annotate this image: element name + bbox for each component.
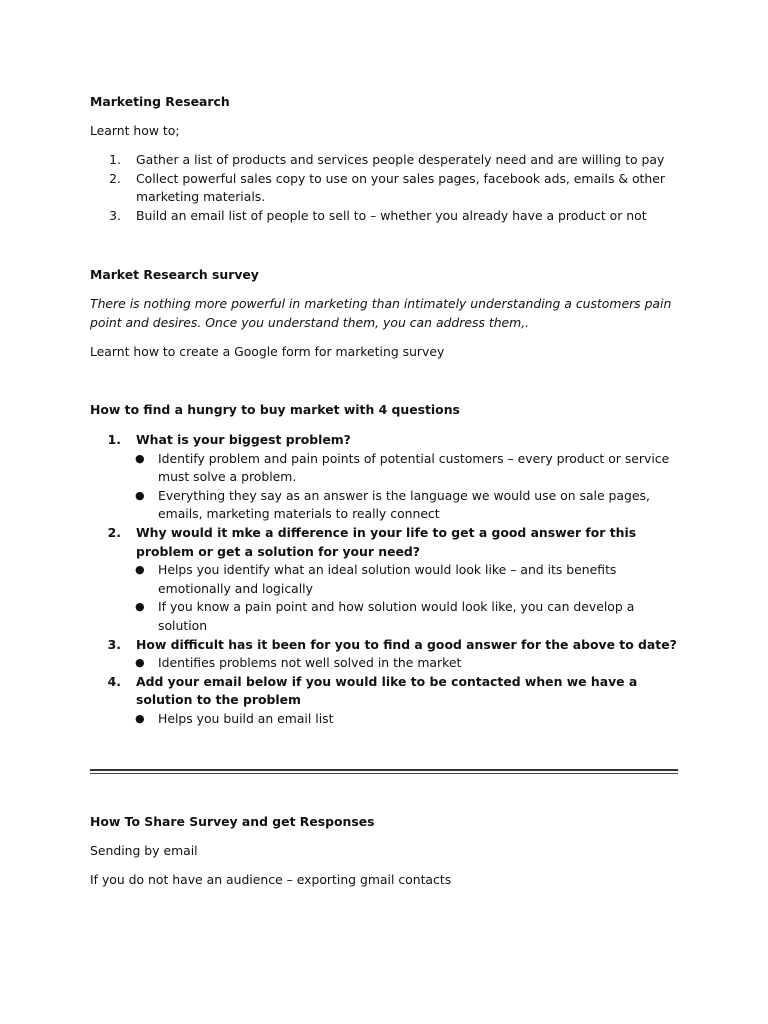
section-divider-thick [90, 769, 678, 771]
question-number: 1. [107, 432, 121, 447]
bullet-icon: ● [135, 600, 145, 614]
bullet-text: Identifies problems not well solved in the market [158, 655, 462, 671]
bullet-item [135, 450, 678, 487]
question-text: Add your email below if you would like to be contacted when we have a solution to the problem [136, 673, 638, 708]
list-number: 2. [109, 170, 121, 186]
bullet-item [135, 710, 678, 729]
bullet-item [135, 487, 678, 524]
note-google-form: Learnt how to create a Google form for marketing survey [90, 344, 445, 359]
list-item [109, 207, 678, 226]
list-item-text: Build an email list of people to sell to – whether you already have a product or not [136, 207, 647, 223]
heading-hungry-market: How to find a hungry to buy market with 4 questions [90, 402, 460, 417]
question-text: How difficult has it been for you to find a good answer for the above to date? [136, 636, 677, 652]
question-number: 2. [107, 524, 121, 540]
list-item-text: Collect powerful sales copy to use on your sales pages, facebook ads, emails & other marketing materials. [136, 170, 665, 205]
bullet-text: Identify problem and pain points of potential customers – every product or service must solve a problem. [158, 450, 670, 485]
list-item [109, 170, 678, 207]
bullet-item [135, 654, 678, 673]
question-text: Why would it mke a difference in your life to get a good answer for this problem or get a solution for your need? [136, 524, 637, 559]
marketing-research-list [109, 151, 678, 225]
bullet-list [135, 561, 678, 635]
question-item [107, 636, 678, 673]
bullet-list [135, 710, 678, 729]
intro-learnt-how-to: Learnt how to; [90, 123, 180, 138]
bullet-icon: ● [135, 451, 145, 465]
bullet-icon: ● [135, 656, 145, 670]
question-item [107, 431, 678, 524]
bullet-icon: ● [135, 488, 145, 502]
bullet-text: Helps you build an email list [158, 710, 334, 726]
heading-market-research-survey: Market Research survey [90, 267, 259, 282]
questions-list [107, 431, 678, 729]
section-divider-thin [90, 773, 678, 774]
line-sending-by-email: Sending by email [90, 843, 198, 858]
heading-share-survey: How To Share Survey and get Responses [90, 814, 375, 829]
quote-paragraph: There is nothing more powerful in marketing than intimately understanding a customers pain point and desires. Once you understand them, you can address them,. [90, 296, 672, 330]
bullet-icon: ● [135, 563, 145, 577]
question-text: What is your biggest problem? [136, 432, 351, 447]
bullet-list [135, 654, 678, 673]
line-exporting-contacts: If you do not have an audience – exporting gmail contacts [90, 872, 452, 887]
question-item [107, 673, 678, 729]
bullet-text: If you know a pain point and how solution would look like, you can develop a solution [158, 599, 635, 633]
question-number: 3. [107, 636, 121, 652]
bullet-text: Everything they say as an answer is the language we would use on sale pages, emails, marketing materials to really connect [158, 487, 650, 522]
list-number: 1. [109, 152, 121, 167]
bullet-text: Helps you identify what an ideal solution would look like – and its benefits emotionally and logically [158, 562, 617, 596]
heading-marketing-research: Marketing Research [90, 94, 230, 109]
bullet-item [135, 561, 678, 598]
question-item [107, 524, 678, 636]
bullet-item [135, 598, 678, 635]
bullet-icon: ● [135, 711, 145, 725]
bullet-list [135, 450, 678, 524]
question-number: 4. [107, 673, 121, 689]
list-number: 3. [109, 207, 121, 223]
list-item-text: Gather a list of products and services people desperately need and are willing to pay [136, 152, 665, 167]
list-item [109, 151, 678, 170]
